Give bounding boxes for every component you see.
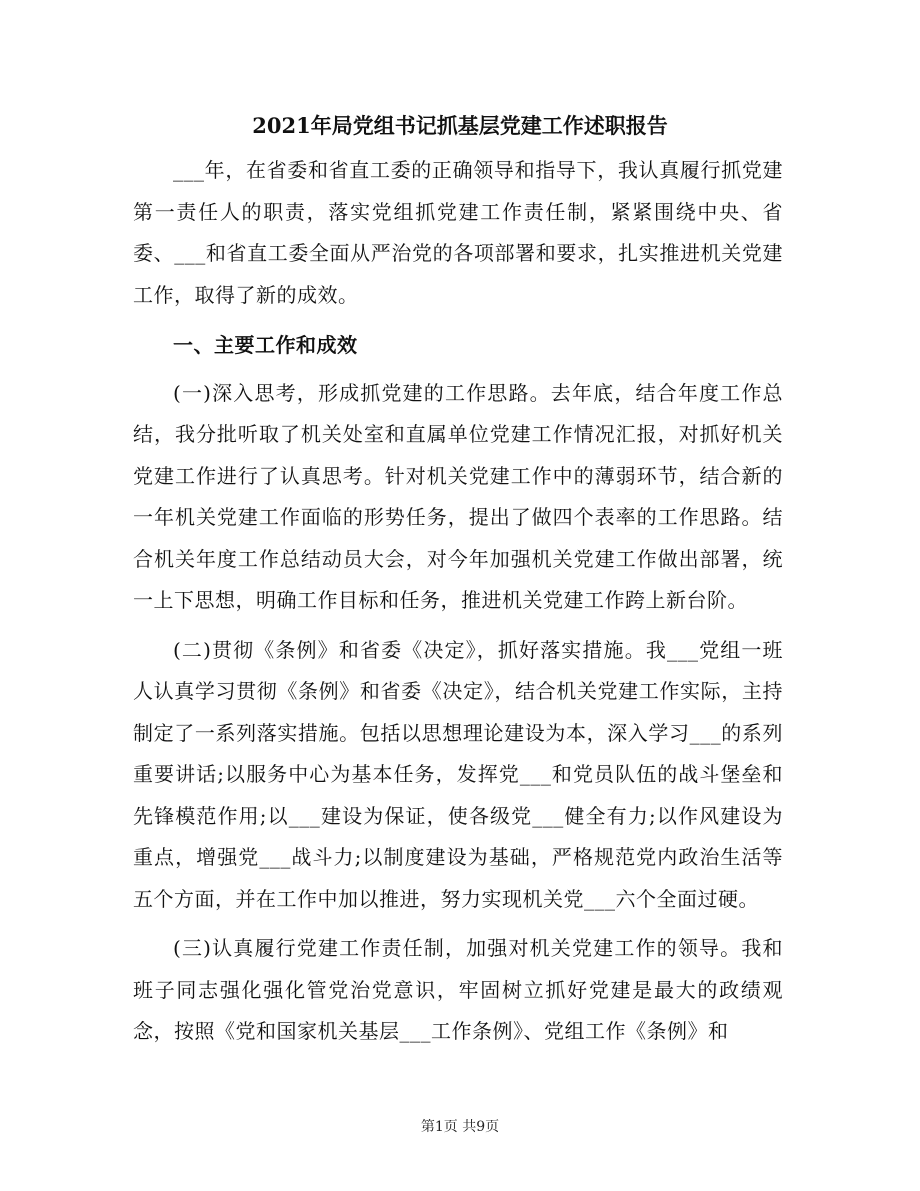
document-title: 2021年局党组书记抓基层党建工作述职报告: [252, 113, 668, 138]
page-number-footer: 第1页 共9页: [420, 1119, 500, 1135]
document-body: [133, 150, 783, 1053]
paragraph-item-1: (一)深入思考，形成抓党建的工作思路。去年底，结合年度工作总结，我分批听取了机关处室和直属单位党建工作情况汇报，对抓好机关党建工作进行了认真思考。针对机关党建工作中的薄弱环节，结合新的一年机关党建工作面临的形势任务，提出了做四个表率的工作思路。结合机关年度工作总结动员大会，对今年加强机关党建工作做出部署，统一上下思想，明确工作目标和任务，推进机关党建工作跨上新台阶。: [133, 380, 783, 612]
intro-paragraph: ___年，在省委和省直工委的正确领导和指导下，我认真履行抓党建第一责任人的职责，落实党组抓党建工作责任制，紧紧围绕中央、省委、___和省直工委全面从严治党的各项部署和要求，扎实推进机关党建工作，取得了新的成效。: [133, 158, 783, 307]
paragraph-item-2: (二)贯彻《条例》和省委《决定》，抓好落实措施。我___党组一班人认真学习贯彻《条例》和省委《决定》，结合机关党建工作实际，主持制定了一系列落实措施。包括以思想理论建设为本，深入学习___的系列重要讲话;以服务中心为基本任务，发挥党___和党员队伍的战斗堡垒和先锋模范作用;以___建设为保证，使各级党___健全有力;以作风建设为重点，增强党___战斗力;以制度建设为基础，严格规范党内政治生活等五个方面，并在工作中加以推进，努力实现机关党___六个全面过硬。: [133, 637, 783, 911]
section-heading: 一、主要工作和成效: [173, 333, 358, 357]
paragraph-item-3: (三)认真履行党建工作责任制，加强对机关党建工作的领导。我和班子同志强化强化管党治党意识，牢固树立抓好党建是最大的政绩观念，按照《党和国家机关基层___工作条例》、党组工作《条例》和: [133, 936, 783, 1043]
